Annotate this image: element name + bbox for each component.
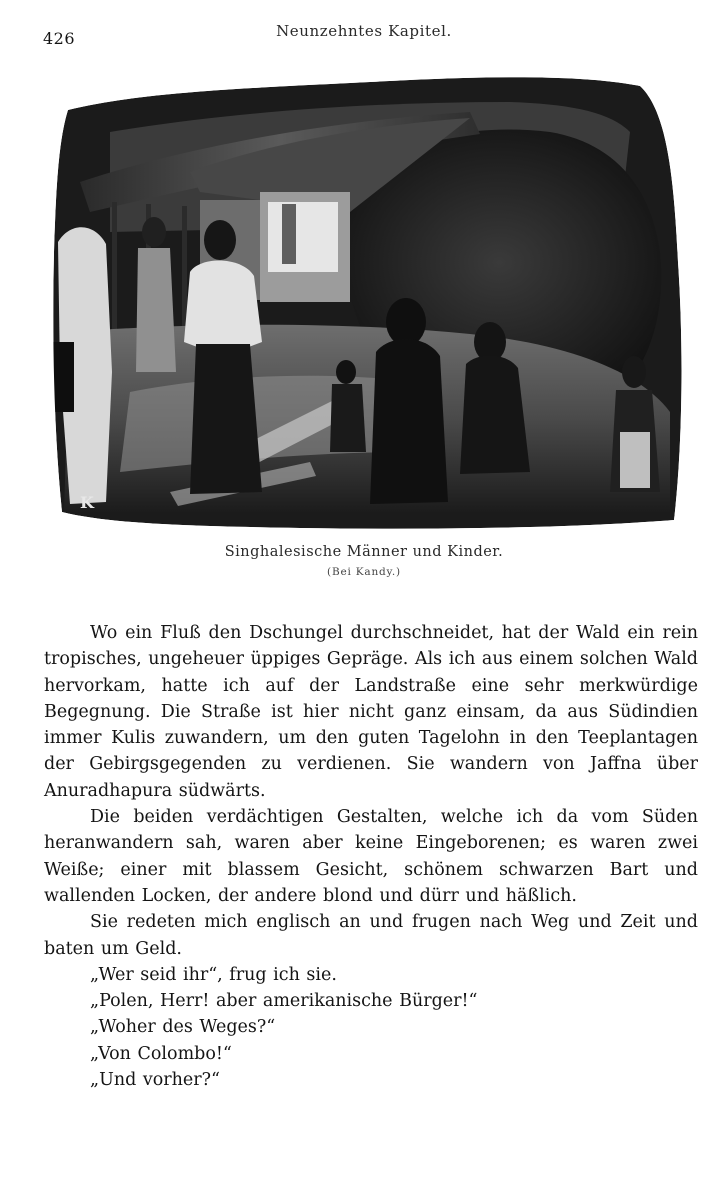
paragraph: Wo ein Fluß den Dschungel durchschneidet, hat der Wald ein rein tropisches, ungeheuer üppiges Gepräge. Als ich aus einem solchen Wald hervorkam, hatte ich auf der Landstraße eine sehr merkwürdige Begegnung. Die Straße ist hier nicht ganz einsam, da aus Südindien immer Kulis zuwandern, um den guten Tagelohn in den Teeplantagen der Gebirgsgegenden zu verdienen. Sie wandern von Jaffna über Anuradhapura südwärts.	[44, 623, 698, 801]
paragraph: Sie redeten mich englisch an und frugen nach Weg und Zeit und baten um Geld.	[44, 912, 698, 959]
corner-mark: K	[80, 493, 94, 512]
dialogue-block	[44, 962, 698, 1093]
figure-sub-caption: (Bei Kandy.)	[327, 566, 401, 578]
paragraph: Die beiden verdächtigen Gestalten, welche ich da vom Süden heranwandern sah, waren aber keine Eingeborenen; es waren zwei Weiße; einer mit blassem Gesicht, schönem schwarzen Bart und wallenden Locken, der andere blond und dürr und häßlich.	[44, 807, 698, 906]
body-text	[44, 620, 698, 1093]
running-title: Neunzehntes Kapitel.	[276, 22, 452, 40]
dialogue-line: „Von Colombo!“	[90, 1043, 232, 1064]
village-photograph	[50, 72, 686, 532]
figure-caption: Singhalesische Männer und Kinder.	[224, 544, 504, 560]
dialogue-line: „Und vorher?“	[90, 1070, 220, 1091]
dialogue-line: „Wer seid ihr“, frug ich sie.	[90, 964, 337, 985]
dialogue-line: „Woher des Weges?“	[90, 1017, 276, 1038]
dialogue-line: „Polen, Herr! aber amerikanische Bürger!“	[90, 991, 478, 1012]
page-number: 426	[43, 29, 76, 48]
